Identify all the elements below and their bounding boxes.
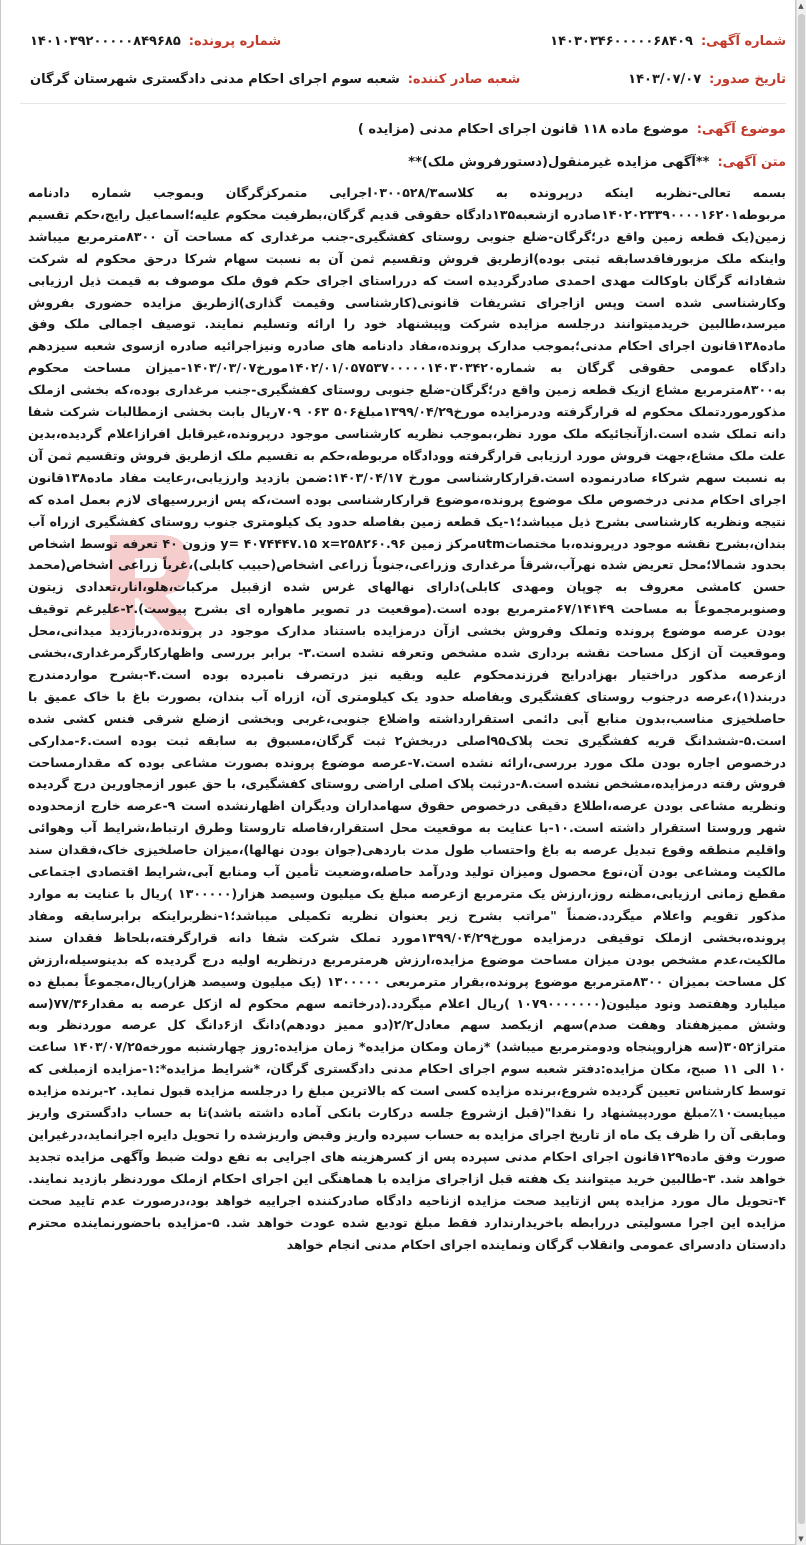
issuer-label: شعبه صادر کننده:: [407, 72, 521, 87]
header-row-numbers: [30, 34, 786, 49]
subject-field: [30, 122, 786, 137]
ad-number-value: ۱۴۰۳۰۳۴۶۰۰۰۰۰۶۸۴۰۹: [550, 34, 693, 49]
issue-date: [628, 72, 786, 87]
ad-number-label: شماره آگهی:: [700, 34, 786, 49]
subject-value: موضوع ماده ۱۱۸ قانون اجرای احکام مدنی (مزایده ): [357, 122, 689, 137]
issue-date-label: تاریخ صدور:: [709, 72, 786, 87]
case-number-label: شماره پرونده:: [188, 34, 282, 49]
ad-body-text: بسمه تعالی-نظربه اینکه درپرونده به کلاسه۰۳۰۰۵۲۸/۳اجرایی متمرکزگرگان وبموجب شماره دادنامه مربوطه۱۴۰۲۰۲۳۳۹۰۰۰۰۱۶۲۰۱صادره ازشعبه۱۳۵دادگاه حقوقی قدیم گرگان،بطرفیت محکوم علیه؛اسماعیل رایج،حکم تقسیم زمین(یک قطعه زمین واقع در؛گرگان-ضلع جنوبی روستای کفشگیری-جنب مرغداری که مساحت آن ۸۳۰۰مترمربع میباشد واینکه ملک مزبورفاقدسابقه ثبتی بوده)ازطریق فروش وتقسیم ثمن آن به نسبت سهام شرکا درحق محکوم له شرکت شفادانه گرگان باوکالت مهدی احمدی صادرگردیده است که درراستای اجرای حکم فوق ملک موصوف به قیمت ذیل ارزیابی وکارشناسی شده است وپس ازاجرای تشریفات قانونی(کارشناسی وقیمت گذاری)ازطریق مزایده حضوری بفروش میرسد،طالبین خریدمیتوانند درجلسه مزایده شرکت وپیشنهاد خود را ارائه وتسلیم نمایند. توصیف اجمالی ملک وفق ماده۱۳۸قانون اجرای احکام مدنی؛بموجب مدارک پرونده،مفاد دادنامه های صادره ونیزاجرائیه صادره ازسوی شعبه سیزدهم دادگاه عمومی حقوقی گرگان به شماره۱۴۰۲/۰۱/۰۵۷۵۳۷۰۰۰۰۰۱۴۰۳۰۳۴۲۰مورخ۱۴۰۳/۰۳/۰۷-میزان مساحت محکوم به۸۳۰۰مترمربع مشاع ازیک قطعه زمین واقع در؛گرگان-ضلع جنوبی روستای کفشگیری-جنب مرغداری بوده،که بخشی ازملک مذکورموردتملک محکوم له قرارگرفته ودرمزایده مورخ۱۳۹۹/۰۴/۲۹مبلغ۵۰۶ ۰۶۳ ۷۰۹ریال بابت بخشی ازمطالبات شرکت شفا دانه تملک شده است.ازآنجائیکه ملک مورد نظر،بموجب نظریه کارشناسی موجود درپرونده،غیرقابل افرازاعلام گردیده،بدین علت ملک مشاع،جهت فروش مورد ارزیابی قرارگرفته وودادگاه مربوطه،حکم به تقسیم ملک ازطریق فروش وتقسیم ثمن آن به نسبت سهم شرکاء صادرنموده است.قرارکارشناسی مورخ ۱۴۰۳/۰۴/۱۷:ضمن بازدید وارزیابی،رعایت مفاد ماده۱۳۸قانون اجرای احکام مدنی درخصوص ملک موضوع پرونده،موضوع قرارکارشناسی بوده است،که پس ازبررسیهای لازم بعمل امده که نتیجه ونظریه کارشناسی بشرح ذیل میباشد؛۱-یک قطعه زمین بفاصله حدود یک کیلومتری جنوب روستای کفشگیری ازراه آب بندان،بشرح نقشه موجود درپرونده،با مختصاتutmمرکز زمین y= ۴۰۷۴۴۴۷.۱۵ x=۲۵۸۲۶۰.۹۶ وزون ۴۰ تعرفه توسط اشخاص بحدود شمالا؛محل تعریض شده نهرآب،شرقاً مرغداری وزراعی،جنوباً زراعی اشخاص(حبیب کابلی)،غرباً زراعی اشخاص(محمد حسن کامشی معروف به چوپان ومهدی کابلی)دارای نهالهای غرس شده ازقبیل مرکبات،هلو،انار،تعدادی زیتون وصنوبرمجموعاً به مساحت ۶۷/۱۴۱۴۹مترمربع بوده است.(موقعیت در تصویر ماهواره ای بشرح پیوست).۲-علیرغم توقیف بودن عرصه موضوع پرونده وتملک وفروش بخشی ازآن درمزایده باستناد مدارک موجود در پرونده،دربازدید میدانی،محل وموقعیت آن ازکل مساحت نقشه برداری شده مشخص وتعرفه نشده است.۳- برابر بررسی واظهارکارگرمرغداری،بخشی ازعرصه مذکور دراختیار بهزادرایج فرزندمحکوم علیه وبقیه نیز درتصرف نامبرده بوده است.۴-بشرح مواردمندرج دربند(۱)،عرصه درجنوب روستای کفشگیری وبفاصله حدود یک کیلومتری آن، ازراه آب بندان، بصورت باغ با خاک عمیق با حاصلخیزی مناسب،بدون منابع آبی دائمی استقرارداشته واضلاع جنوبی،غربی وبخشی ازضلع شرقی فنس کشی شده است.۵-ششدانگ قریه کفشگیری تحت پلاک۹۵اصلی دربخش۲ ثبت گرگان،مسبوق به سابقه ثبت بوده است.۶-مدارکی درخصوص اجاره بودن ملک مورد بررسی،ارائه نشده است.۷-عرصه موضوع پرونده بصورت مشاعی بوده که مقدارمساحت فروش رفته درمزایده،مشخص نشده است.۸-درثبت پلاک اصلی اراضی روستای کفشگیری، با حق عبور ازمجاورین درج گردیده ونظریه مشاعی بودن عرصه،اطلاع دقیقی درخصوص حقوق سهامداران ودیگران اظهارنشده است ۹-عرصه خارج ازمحدوده شهر وروستا استقرار داشته است.۱۰-با عنایت به موقعیت محل استقرار،فاصله تاروستا وطرق ارتباط،شرایط آب وهوائی واقلیم منطقه وقوع تبدیل عرصه به باغ واحتساب طول مدت باردهی(جوان بودن نهالها)،میزان حاصلخیزی خاک،فقدان سند مالکیت ومشاعی بودن آن،نوع محصول ومیزان تولید ودرآمد حاصله،وضعیت تأمین آب ومنابع آبی،شرایط اقتصادی اجتماعی مقطع زمانی ارزیابی،مظنه روز،ارزش یک مترمربع ازعرصه مبلغ یک میلیون وسیصد هزار(۱۳۰۰۰۰۰ )ریال با عنایت به موارد مذکور تقویم واعلام میگردد.ضمناً "مراتب بشرح زیر بعنوان نظریه تکمیلی میباشد؛۱-نظربراینکه برابرسابقه ومفاد پرونده،بخشی ازملک توقیفی درمزایده مورخ۱۳۹۹/۰۴/۲۹مورد تملک شرکت شفا دانه قرارگرفته،بلحاظ فقدان سند مالکیت،عدم مشخص بودن میزان مساحت موضوع مزایده،ارزش هرمترمربع درنظریه اولیه درج گردیده که بدینوسیله،ارزش کل مساحت بمیزان ۸۳۰۰مترمربع موضوع پرونده،بقرار مترمربعی ۱۳۰۰۰۰۰ (یک میلیون وسیصد هزار)ریال،مجموعاً بمبلغ ده میلیارد وهفتصد ونود میلیون(۱۰۷۹۰۰۰۰۰۰۰ )ریال اعلام میگردد.(درخاتمه سهم محکوم له ازکل عرصه به مقدار۷۷/۳۶(سه وشش ممیزهفتاد وهفت صدم)سهم ازیکصد سهم معادل۲/۲(دو ممیز دودهم)دانگ از۶دانگ کل عرصه موردنظر وبه متراژ۳۰۵۲(سه هزاروپنجاه ودومترمربع میباشد) *زمان ومکان مزایده* زمان مزایده:روز چهارشنبه مورخه۱۴۰۳/۰۷/۲۵ ساعت ۱۰ الی ۱۱ صبح، مکان مزایده:دفتر شعبه سوم اجرای احکام مدنی دادگستری گرگان، *شرایط مزایده*:۱-مزایده ازمبلغی که توسط کارشناس تعیین گردیده شروع،برنده مزایده کسی است که بالاترین مبلغ را درجلسه مزایده قبول نماید. ۲-برنده مزایده میبایست۱۰٪مبلغ موردپیشنهاد را نقدا"(قبل ازشروع جلسه درکارت بانکی آماده داشته باشد)تا به حساب دادگستری واریز ومابقی آن را ظرف یک ماه از تاریخ اجرای مزایده به حساب سپرده واریز وقبض واریزشده را تحویل دایره اجرانماید،درغیراین صورت وفق ماده۱۲۹قانون اجرای احکام مدنی سپرده پس از کسرهزینه های اجرایی به نفع دولت ضبط وآگهی مزایده تجدید خواهد شد. ۳-طالبین خرید میتوانند یک هفته قبل ازاجرای مزایده با هماهنگی این اجرای احکام ازملک موردنظر بازدید نمایند. ۴-تحویل مال مورد مزایده پس ازتایید صحت مزایده ازناحیه دادگاه صادرکننده اجراییه خواهد بود،درصورت عدم تایید صحت مزایده این اجرا مسولیتی دررابطه باخریدارندارد فقط مبلغ تودیع شده عودت خواهد شد. ۵-مزایده باحضورنماینده محترم دادستان دادسرای عمومی وانقلاب گرگان ونماینده اجرای احکام مدنی انجام خواهد: [28, 185, 787, 1252]
issuer: [30, 72, 520, 87]
header-row-date-issuer: [30, 72, 786, 87]
issue-date-value: ۱۴۰۳/۰۷/۰۷: [628, 72, 702, 87]
subject-label: موضوع آگهی:: [696, 122, 786, 137]
header-divider: [20, 103, 786, 104]
issuer-value: شعبه سوم اجرای احکام مدنی دادگستری شهرستان گرگان: [30, 72, 400, 87]
scroll-thumb[interactable]: [798, 14, 805, 1524]
scroll-up-arrow-icon[interactable]: ▲: [798, 2, 804, 10]
ad-text-label: متن آگهی:: [717, 155, 786, 170]
vertical-scrollbar[interactable]: [796, 0, 806, 1545]
case-number-value: ۱۴۰۱۰۳۹۲۰۰۰۰۰۸۴۹۶۸۵: [30, 34, 181, 49]
case-number: [30, 34, 281, 49]
scroll-down-arrow-icon[interactable]: ▼: [798, 1535, 804, 1543]
ad-number: [550, 34, 786, 49]
ad-text-title: **آگهی مزایده غیرمنقول(دستورفروش ملک)**: [408, 155, 710, 170]
ad-text-field: [30, 155, 786, 170]
